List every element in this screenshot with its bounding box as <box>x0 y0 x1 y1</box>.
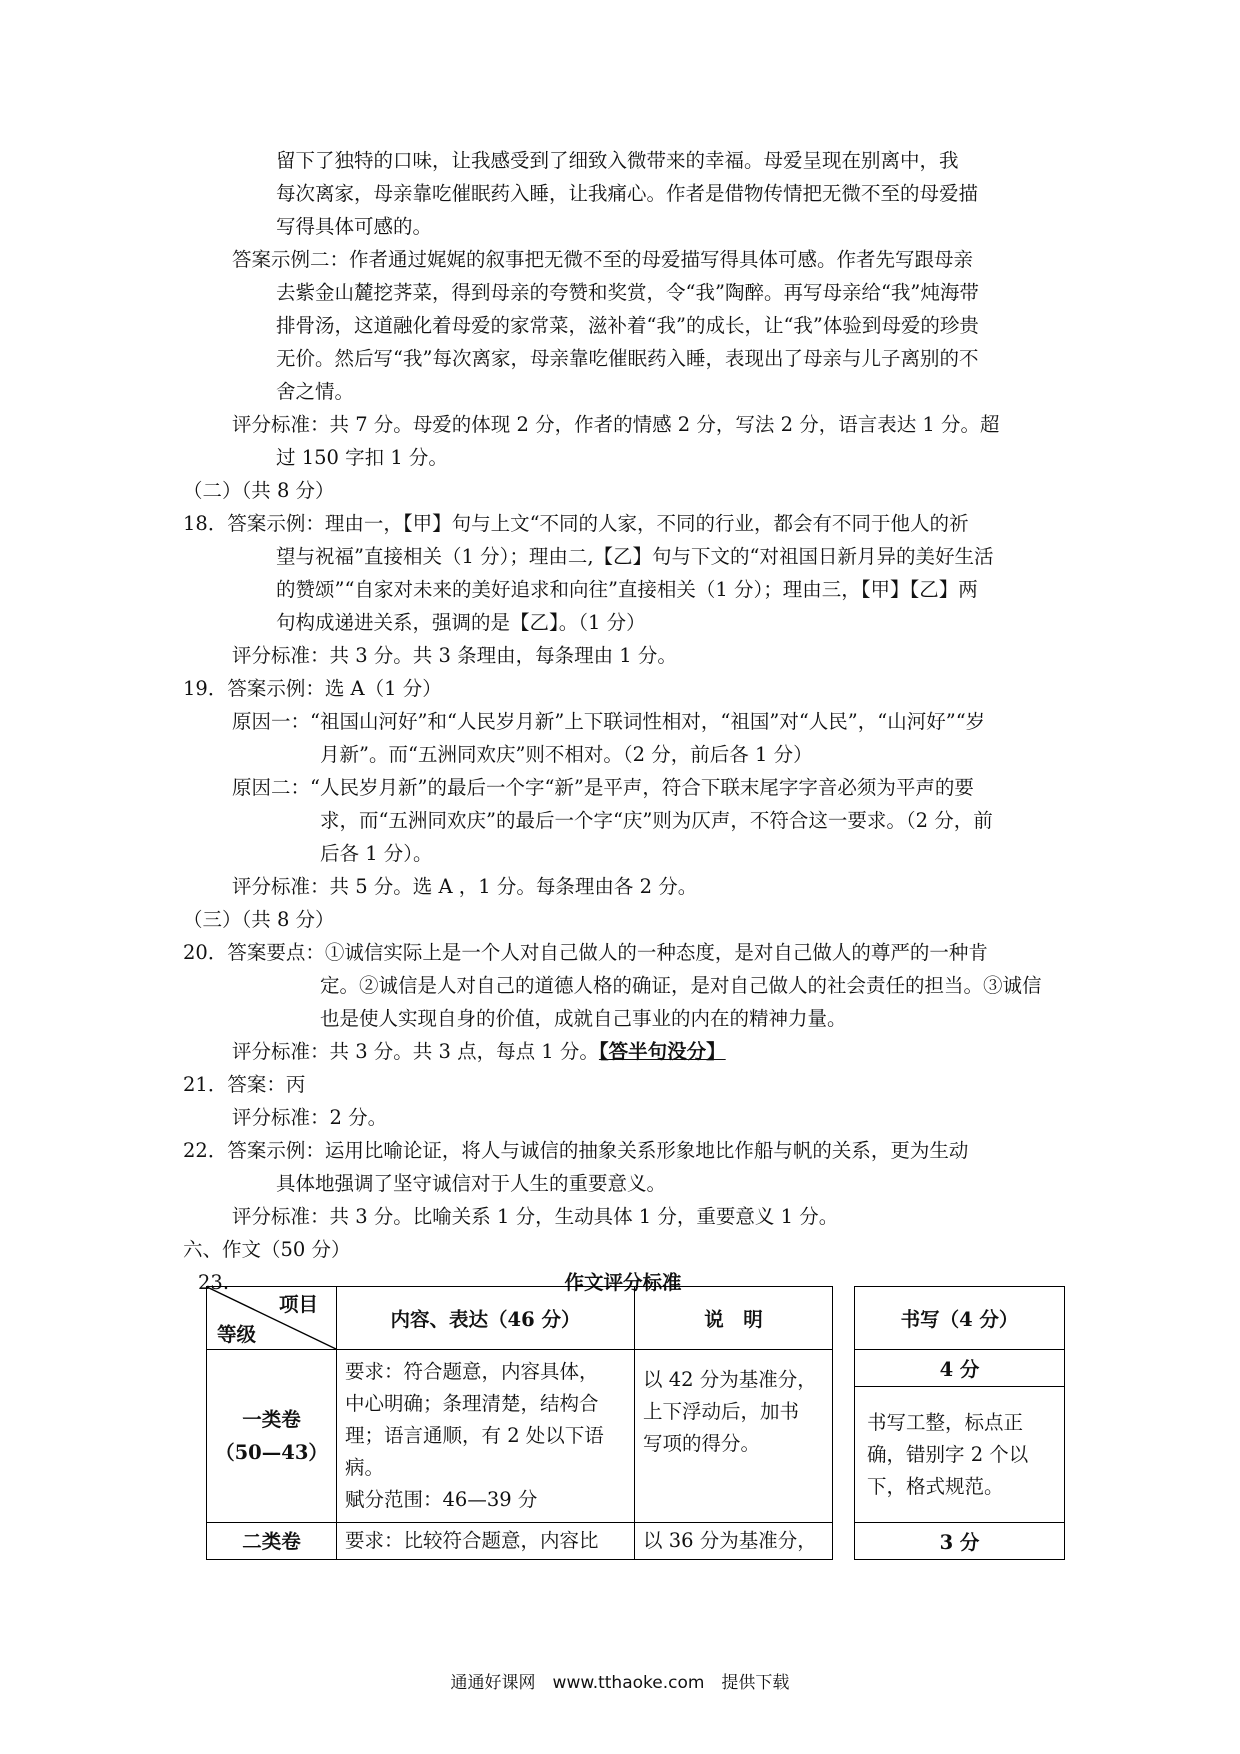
header-writing: 书写（4 分） <box>855 1287 1065 1350</box>
text-line: 排骨汤，这道融化着母爱的家常菜，滋补着“我”的成长，让“我”体验到母爱的珍贵 <box>276 314 979 337</box>
essay-grading-table <box>206 1286 1065 1560</box>
text-line: 望与祝福”直接相关（1 分）；理由二,【乙】句与下文的“对祖国日新月异的美好生活 <box>276 545 994 568</box>
text-line: 也是使人实现自身的价值，成就自己事业的内在的精神力量。 <box>320 1007 847 1030</box>
text-line: 定。②诚信是人对自己的道德人格的确证，是对自己做人的社会责任的担当。③诚信 <box>320 974 1042 997</box>
grade-1-label: 一类卷 （50—43） <box>207 1350 337 1523</box>
text-line: 21．答案：丙 <box>183 1073 306 1096</box>
text-line: 评分标准：共 5 分。选 A ，1 分。每条理由各 2 分。 <box>232 875 698 898</box>
grade-2-content: 要求：比较符合题意，内容比 <box>337 1523 635 1560</box>
text-line: 过 150 字扣 1 分。 <box>276 446 448 469</box>
text-line: 句构成递进关系，强调的是【乙】。（1 分） <box>276 611 646 634</box>
text-line: 具体地强调了坚守诚信对于人生的重要意义。 <box>276 1172 667 1195</box>
header-grade: 等级 <box>217 1323 257 1346</box>
text-line: 去紫金山麓挖荠菜，得到母亲的夸赞和奖赏，令“我”陶醉。再写母亲给“我”炖海带 <box>276 281 979 304</box>
text-line: 后各 1 分）。 <box>320 842 433 865</box>
text-line: 无价。然后写“我”每次离家，母亲靠吃催眠药入睡，表现出了母亲与儿子离别的不 <box>276 347 979 370</box>
text-line: 20．答案要点：①诚信实际上是一个人对自己做人的一种态度，是对自己做人的尊严的一种肯 <box>183 941 988 964</box>
grade-2-note: 以 36 分为基准分， <box>635 1523 833 1560</box>
grade-1-writing-score: 4 分 <box>855 1350 1065 1387</box>
text-line: （二）（共 8 分） <box>183 479 335 502</box>
header-note: 说 明 <box>635 1287 833 1350</box>
text-line: 评分标准：共 3 分。比喻关系 1 分，生动具体 1 分，重要意义 1 分。 <box>232 1205 839 1228</box>
question-23-number: 23. <box>198 1271 230 1294</box>
q20-emphasis: 【答半句没分】 <box>598 1040 726 1063</box>
text-line: 舍之情。 <box>276 380 355 403</box>
grade-1-note: 以 42 分为基准分， 上下浮动后，加书 写项的得分。 <box>635 1350 833 1523</box>
gap-cell <box>833 1287 855 1350</box>
page-footer: 通通好课网 www.tthaoke.com 提供下载 <box>450 1673 790 1693</box>
header-diagonal-cell <box>207 1287 337 1350</box>
text-line: 22．答案示例：运用比喻论证，将人与诚信的抽象关系形象地比作船与帆的关系，更为生动 <box>183 1139 969 1162</box>
header-content: 内容、表达（46 分） <box>337 1287 635 1350</box>
text-line: （三）（共 8 分） <box>183 908 335 931</box>
text-line: 每次离家，母亲靠吃催眠药入睡，让我痛心。作者是借物传情把无微不至的母爱描 <box>276 182 979 205</box>
grade-1-writing-desc: 书写工整，标点正 确，错别字 2 个以 下，格式规范。 <box>855 1387 1065 1523</box>
grade-2-label: 二类卷 <box>207 1523 337 1560</box>
text-line: 答案示例二：作者通过娓娓的叙事把无微不至的母爱描写得具体可感。作者先写跟母亲 <box>232 248 974 271</box>
text-line: 19．答案示例：选 A（1 分） <box>183 677 442 700</box>
table-title: 作文评分标准 <box>564 1271 682 1294</box>
text-line: 18．答案示例：理由一，【甲】句与上文“不同的人家，不同的行业，都会有不同于他人的祈 <box>183 512 969 535</box>
text-line: 原因一：“祖国山河好”和“人民岁月新”上下联词性相对，“祖国”对“人民”，“山河好”“岁 <box>232 710 986 733</box>
text-line: 求，而“五洲同欢庆”的最后一个字“庆”则为仄声，不符合这一要求。（2 分，前 <box>320 809 993 832</box>
text-line: 留下了独特的口味，让我感受到了细致入微带来的幸福。母爱呈现在别离中，我 <box>276 149 959 172</box>
text-line: 评分标准：2 分。 <box>232 1106 388 1129</box>
text-line: 六、作文（50 分） <box>183 1238 351 1261</box>
text-line: 的赞颂”“自家对未来的美好追求和向往”直接相关（1 分）；理由三，【甲】【乙】两 <box>276 578 978 601</box>
text-line: 评分标准：共 7 分。母爱的体现 2 分，作者的情感 2 分，写法 2 分，语言表达 1 分。超 <box>232 413 1000 436</box>
header-item: 项目 <box>278 1293 318 1316</box>
grade-1-content: 要求：符合题意，内容具体， 中心明确；条理清楚，结构合 理；语言通顺，有 2 处以下语 病。 赋分范围：46—39 分 <box>337 1350 635 1523</box>
grade-2-writing-score: 3 分 <box>855 1523 1065 1560</box>
text-line: 评分标准：共 3 分。共 3 条理由，每条理由 1 分。 <box>232 644 677 667</box>
gap-cell <box>833 1523 855 1560</box>
text-line: 月新”。而“五洲同欢庆”则不相对。（2 分，前后各 1 分） <box>320 743 813 766</box>
q20-score-line: 评分标准：共 3 分。共 3 点，每点 1 分。【答半句没分】 <box>232 1040 726 1063</box>
text-line: 原因二：“人民岁月新”的最后一个字“新”是平声，符合下联末尾字字音必须为平声的要 <box>232 776 974 799</box>
text-line: 写得具体可感的。 <box>276 215 433 238</box>
gap-cell <box>833 1350 855 1523</box>
